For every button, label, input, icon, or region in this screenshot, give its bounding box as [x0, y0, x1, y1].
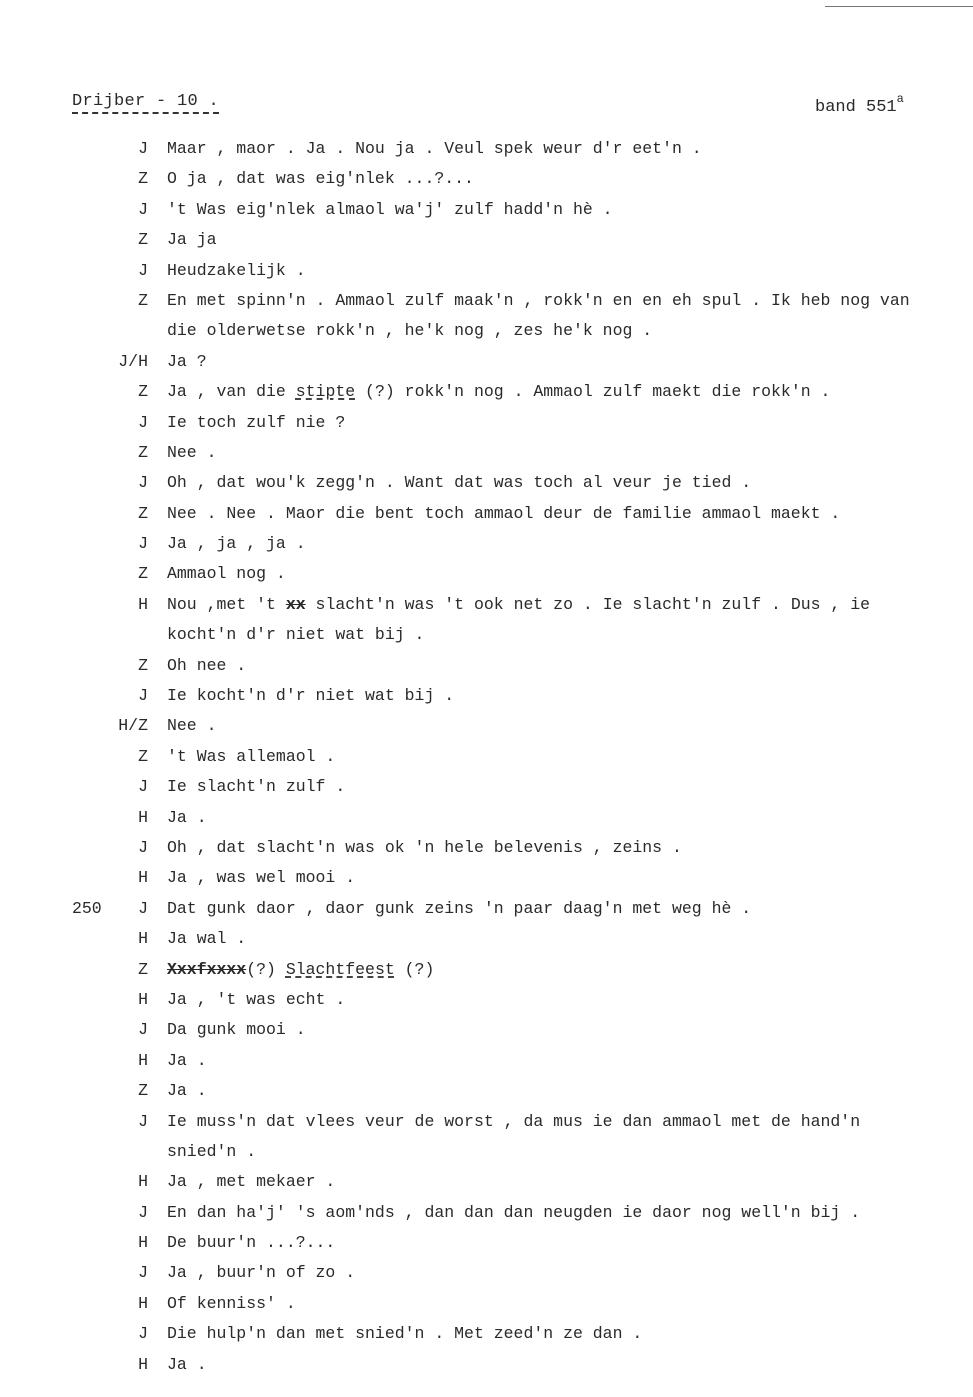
utterance-text: Nou ,met 't xx slacht'n was 't ook net zo . Ie slacht'n zulf . Dus , ie [167, 594, 871, 614]
utterance-text: Ja , met mekaer . [167, 1172, 336, 1192]
speaker-label: J [138, 412, 148, 432]
transcript-line [0, 225, 973, 255]
transcript-line [0, 256, 973, 286]
struck-text: Xxxfxxxx [167, 959, 247, 979]
transcript-lines [0, 134, 973, 1380]
utterance-text: Da gunk mooi . [167, 1020, 306, 1040]
transcript-line [0, 772, 973, 802]
transcript-line [0, 1258, 973, 1288]
speaker-label: J [138, 777, 148, 797]
utterance-text: Ja . [167, 1354, 207, 1374]
speaker-label: H [138, 1354, 148, 1374]
speaker-label: H/Z [118, 716, 148, 736]
transcript-line [0, 985, 973, 1015]
speaker-label: H [138, 1050, 148, 1070]
transcript-line [0, 1198, 973, 1228]
speaker-label: Z [138, 290, 148, 310]
utterance-text: En dan ha'j' 's aom'nds , dan dan dan neugden ie daor nog well'n bij . [167, 1202, 861, 1222]
tape-suffix: a [896, 92, 904, 106]
utterance-text: snied'n . [167, 1141, 257, 1161]
transcript-line [0, 1289, 973, 1319]
speaker-label: H [138, 989, 148, 1009]
underlined-text: stipte [295, 382, 356, 402]
speaker-label: J [138, 1324, 148, 1344]
utterance-text: 't Was allemaol . [167, 746, 336, 766]
transcript-line [0, 408, 973, 438]
transcript-line [0, 1137, 973, 1167]
utterance-text: Ja ? [167, 351, 207, 371]
transcript-line [0, 1350, 973, 1380]
utterance-text: Nee . [167, 716, 217, 736]
utterance-text: Ie slacht'n zulf . [167, 777, 346, 797]
utterance-text: Maar , maor . Ja . Nou ja . Veul spek weur d'r eet'n . [167, 139, 702, 158]
underlined-text: Slachtfeest [285, 959, 395, 979]
utterance-text: Ja wal . [167, 929, 247, 949]
speaker-label: H [138, 1293, 148, 1313]
transcript-line [0, 377, 973, 407]
speaker-label: Z [138, 959, 148, 979]
utterance-text: kocht'n d'r niet wat bij . [167, 625, 425, 645]
speaker-label: Z [138, 442, 148, 462]
transcript-line [0, 894, 973, 924]
utterance-text: En met spinn'n . Ammaol zulf maak'n , rokk'n en en eh spul . Ik heb nog van [167, 290, 910, 310]
transcript-line [0, 833, 973, 863]
utterance-text: Nee . Nee . Maor die bent toch ammaol deur de familie ammaol maekt . [167, 503, 841, 523]
utterance-text: Ja . [167, 1050, 207, 1070]
utterance-text: Ie toch zulf nie ? [167, 412, 346, 432]
transcript-line [0, 529, 973, 559]
utterance-text: Ja . [167, 1081, 207, 1101]
transcript-line [0, 863, 973, 893]
speaker-label: J [138, 898, 148, 918]
speaker-label: J [138, 686, 148, 706]
transcript-line [0, 924, 973, 954]
transcript-line [0, 316, 973, 346]
speaker-label: H [138, 1233, 148, 1253]
utterance-text: Oh , dat wou'k zegg'n . Want dat was toch al veur je tied . [167, 473, 752, 493]
utterance-text: Dat gunk daor , daor gunk zeins 'n paar daag'n met weg hè . [167, 898, 752, 918]
transcript-line [0, 711, 973, 741]
utterance-text: Nee . [167, 442, 217, 462]
utterance-text: 't Was eig'nlek almaol wa'j' zulf hadd'n hè . [167, 199, 613, 219]
transcript-line [0, 955, 973, 985]
speaker-label: H [138, 594, 148, 614]
utterance-text: Xxxfxxxx(?) Slachtfeest (?) [167, 959, 435, 979]
speaker-label: J [138, 1111, 148, 1131]
transcript-line [0, 195, 973, 225]
transcript-line [0, 620, 973, 650]
transcript-line [0, 438, 973, 468]
speaker-label: Z [138, 1081, 148, 1101]
transcript-line [0, 681, 973, 711]
transcript-line [0, 1015, 973, 1045]
transcript-line [0, 468, 973, 498]
transcript-line [0, 1167, 973, 1197]
tape-number: band 551 [815, 98, 897, 117]
speaker-label: J [138, 1202, 148, 1222]
utterance-text: Of kenniss' . [167, 1293, 296, 1313]
utterance-text: Heudzakelijk . [167, 260, 306, 280]
utterance-text: Ja , 't was echt . [167, 989, 346, 1009]
speaker-label: J [138, 260, 148, 280]
transcript-line [0, 286, 973, 316]
speaker-label: Z [138, 564, 148, 584]
page-title [72, 92, 219, 111]
transcript-line [0, 803, 973, 833]
utterance-text: Die hulp'n dan met snied'n . Met zeed'n ze dan . [167, 1324, 643, 1344]
utterance-text: De buur'n ...?... [167, 1233, 336, 1253]
utterance-text: Ja , was wel mooi . [167, 868, 356, 888]
utterance-text: Ja , ja , ja . [167, 534, 306, 554]
transcript-line [0, 1107, 973, 1137]
transcript-line [0, 347, 973, 377]
speaker-label: J [138, 534, 148, 554]
utterance-text: O ja , dat was eig'nlek ...?... [167, 169, 474, 189]
transcript-line [0, 134, 973, 164]
page-title-text: Drijber - 10 . [72, 92, 219, 114]
transcript-line [0, 1228, 973, 1258]
utterance-text: Oh nee . [167, 655, 247, 675]
speaker-label: Z [138, 655, 148, 675]
transcript-line [0, 590, 973, 620]
speaker-label: J [138, 837, 148, 857]
utterance-text: Ja , van die stipte (?) rokk'n nog . Ammaol zulf maekt die rokk'n . [167, 382, 831, 402]
utterance-text: Oh , dat slacht'n was ok 'n hele belevenis , zeins . [167, 837, 682, 857]
speaker-label: Z [138, 503, 148, 523]
line-number: 250 [72, 898, 102, 918]
utterance-text: Ja , buur'n of zo . [167, 1263, 356, 1283]
speaker-label: H [138, 868, 148, 888]
transcript-line [0, 559, 973, 589]
top-rule [825, 6, 973, 7]
speaker-label: H [138, 807, 148, 827]
speaker-label: J/H [118, 351, 148, 371]
utterance-text: Ammaol nog . [167, 564, 286, 584]
speaker-label: J [138, 473, 148, 493]
utterance-text: Ja ja [167, 230, 217, 250]
transcript-line [0, 164, 973, 194]
speaker-label: Z [138, 382, 148, 402]
speaker-label: Z [138, 230, 148, 250]
struck-text: xx [285, 594, 306, 614]
transcript-line [0, 742, 973, 772]
speaker-label: Z [138, 169, 148, 189]
speaker-label: J [138, 1020, 148, 1040]
speaker-label: J [138, 199, 148, 219]
speaker-label: J [138, 1263, 148, 1283]
speaker-label: H [138, 929, 148, 949]
transcript-line [0, 1076, 973, 1106]
speaker-label: Z [138, 746, 148, 766]
utterance-text: Ie kocht'n d'r niet wat bij . [167, 686, 455, 706]
transcript-line [0, 499, 973, 529]
utterance-text: Ie muss'n dat vlees veur de worst , da mus ie dan ammaol met de hand'n [167, 1111, 861, 1131]
tape-label [815, 92, 904, 117]
transcript-line [0, 651, 973, 681]
speaker-label: H [138, 1172, 148, 1192]
utterance-text: Ja . [167, 807, 207, 827]
transcript-line [0, 1046, 973, 1076]
speaker-label: J [138, 139, 148, 158]
utterance-text: die olderwetse rokk'n , he'k nog , zes he'k nog . [167, 321, 653, 341]
transcript-line [0, 1319, 973, 1349]
